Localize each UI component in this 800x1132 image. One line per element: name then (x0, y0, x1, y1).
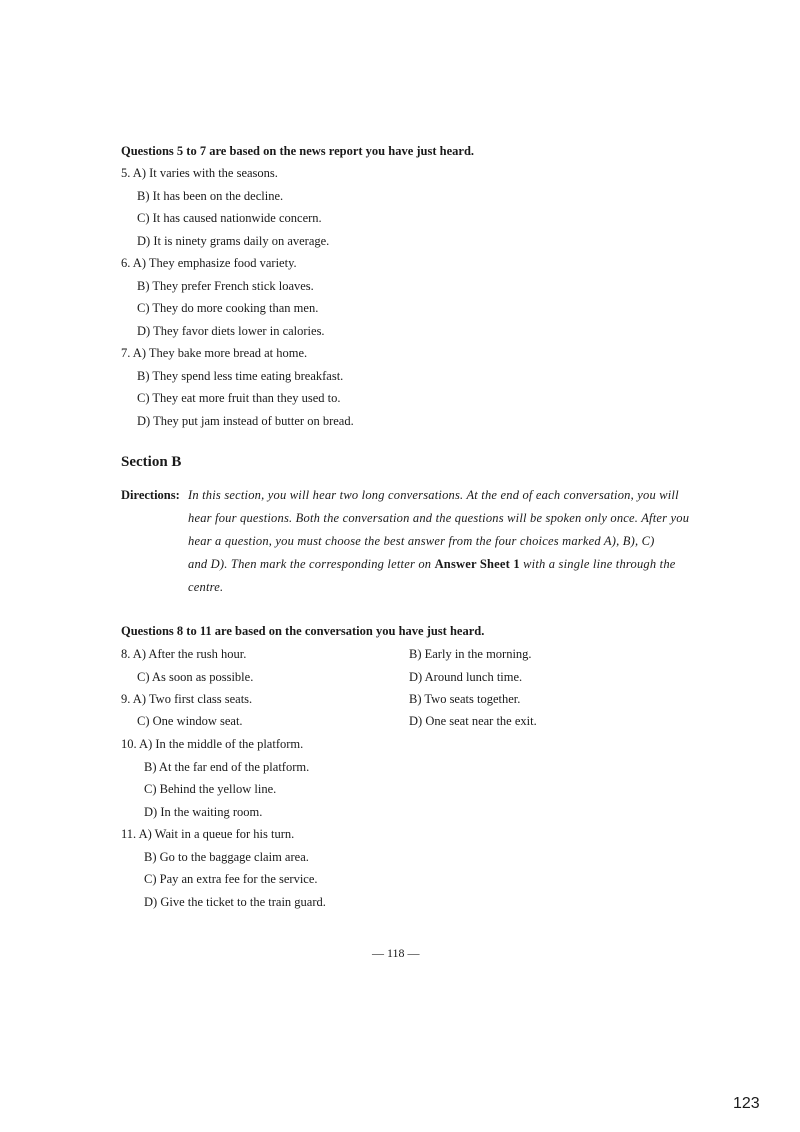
corner-page-number: 123 (733, 1095, 760, 1112)
q5-option-d: D) It is ninety grams daily on average. (137, 234, 330, 248)
page-number: — 118 — (372, 946, 420, 960)
q8-option-c: C) As soon as possible. (137, 670, 254, 684)
directions-line-3: hear a question, you must choose the best answer from the four choices marked A), B), C) (188, 534, 655, 548)
questions-5-7-heading: Questions 5 to 7 are based on the news report you have just heard. (121, 144, 475, 158)
q10-option-d: D) In the waiting room. (144, 805, 263, 819)
q9-option-d: D) One seat near the exit. (409, 714, 537, 728)
directions-line-4 (188, 556, 676, 572)
q8-option-d: D) Around lunch time. (409, 670, 523, 684)
q10-option-b: B) At the far end of the platform. (144, 760, 310, 774)
q10-option-a: 10. A) In the middle of the platform. (121, 737, 304, 751)
q11-option-d: D) Give the ticket to the train guard. (144, 895, 326, 909)
directions-line-1: In this section, you will hear two long conversations. At the end of each conversation, you will (188, 488, 679, 502)
q5-option-a: 5. A) It varies with the seasons. (121, 166, 278, 180)
q9-option-a: 9. A) Two first class seats. (121, 692, 253, 706)
questions-8-11-heading: Questions 8 to 11 are based on the conversation you have just heard. (121, 624, 485, 638)
q7-option-c: C) They eat more fruit than they used to. (137, 391, 341, 405)
q6-option-a: 6. A) They emphasize food variety. (121, 256, 297, 270)
answer-sheet-label: Answer Sheet 1 (434, 557, 520, 571)
directions-line-4-tail: with a single line through the (523, 557, 676, 571)
q8-option-b: B) Early in the morning. (409, 647, 532, 661)
directions-line-2: hear four questions. Both the conversation and the questions will be spoken only once. After you (188, 511, 690, 525)
q6-option-b: B) They prefer French stick loaves. (137, 279, 314, 293)
directions-line-5: centre. (188, 580, 224, 594)
q10-option-c: C) Behind the yellow line. (144, 782, 277, 796)
q6-option-d: D) They favor diets lower in calories. (137, 324, 325, 338)
q11-option-c: C) Pay an extra fee for the service. (144, 872, 318, 886)
q9-option-c: C) One window seat. (137, 714, 243, 728)
q7-option-d: D) They put jam instead of butter on bread. (137, 414, 354, 428)
q11-option-b: B) Go to the baggage claim area. (144, 850, 309, 864)
directions-label: Directions: (121, 488, 180, 502)
q6-option-c: C) They do more cooking than men. (137, 301, 319, 315)
q9-option-b: B) Two seats together. (409, 692, 521, 706)
section-b-title: Section B (121, 454, 182, 470)
q5-option-c: C) It has caused nationwide concern. (137, 211, 322, 225)
q7-option-b: B) They spend less time eating breakfast. (137, 369, 344, 383)
q7-option-a: 7. A) They bake more bread at home. (121, 346, 308, 360)
q5-option-b: B) It has been on the decline. (137, 189, 284, 203)
q8-option-a: 8. A) After the rush hour. (121, 647, 247, 661)
q11-option-a: 11. A) Wait in a queue for his turn. (121, 827, 295, 841)
directions-line-4-text: and D). Then mark the corresponding letter on (188, 557, 432, 571)
